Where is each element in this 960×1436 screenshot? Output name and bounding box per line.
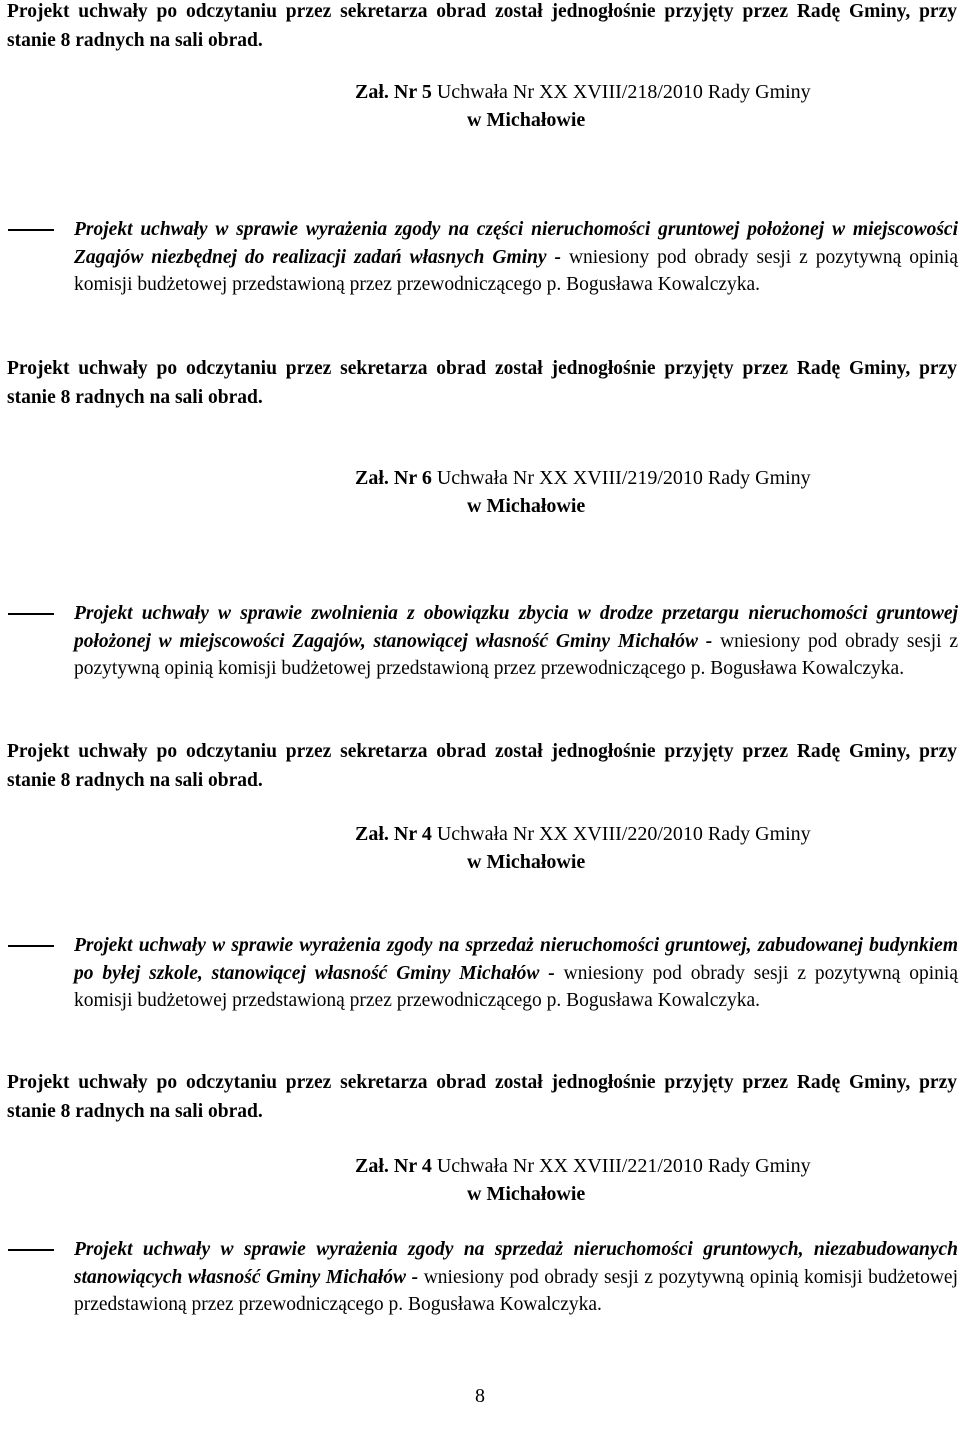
council-location: w Michałowie (467, 851, 586, 873)
attachment-heading (355, 464, 955, 520)
page-number: 8 (475, 1385, 485, 1407)
council-location: w Michałowie (467, 1183, 586, 1205)
resolution-submission: wniesiony pod obrady sesji z pozytywną opinią komisji budżetowej przedstawioną przez przewodniczącego p. Bogusława Kowalczyka. (74, 1266, 958, 1315)
resolution-subject: Projekt uchwały w sprawie zwolnienia z obowiązku zbycia w drodze przetargu nieruchomości gruntowej położonej w miejscowości Zagajów, stanowiącej własność Gminy Michałów - (74, 603, 958, 652)
resolution-title: Uchwała Nr XX XVIII/220/2010 Rady Gminy (431, 823, 811, 845)
list-dash (8, 613, 54, 615)
resolution-subject: Projekt uchwały w sprawie wyrażenia zgody na sprzedaż nieruchomości gruntowej, zabudowanej budynkiem po byłej szkole, stanowiącej własność Gminy Michałów - (74, 935, 958, 984)
resolution-item (74, 600, 958, 683)
resolution-title: Uchwała Nr XX XVIII/221/2010 Rady Gminy (431, 1155, 811, 1177)
attachment-heading (355, 1152, 955, 1208)
resolution-item (74, 1236, 958, 1319)
resolution-submission: wniesiony pod obrady sesji z pozytywną opinią komisji budżetowej przedstawioną przez przewodniczącego p. Bogusława Kowalczyka. (74, 630, 958, 679)
resolution-item (74, 216, 958, 299)
resolution-submission: wniesiony pod obrady sesji z pozytywną opinią komisji budżetowej przedstawioną przez przewodniczącego p. Bogusława Kowalczyka. (74, 962, 959, 1011)
council-location: w Michałowie (467, 109, 586, 131)
attachment-label: Zał. Nr 4 (355, 823, 432, 845)
attachment-label: Zał. Nr 4 (355, 1155, 432, 1177)
attachment-label: Zał. Nr 6 (355, 467, 432, 489)
resolution-submission: wniesiony pod obrady sesji z pozytywną opinią komisji budżetowej przedstawioną przez przewodniczącego p. Bogusława Kowalczyka. (74, 246, 958, 295)
adoption-note: Projekt uchwały po odczytaniu przez sekretarza obrad został jednogłośnie przyjęty przez Radę Gminy, przy stanie 8 radnych na sali obrad. (7, 358, 957, 408)
resolution-title: Uchwała Nr XX XVIII/219/2010 Rady Gminy (431, 467, 811, 489)
council-location: w Michałowie (467, 495, 586, 517)
resolution-subject: Projekt uchwały w sprawie wyrażenia zgody na sprzedaż nieruchomości gruntowych, niezabudowanych stanowiących własność Gminy Michałów - (74, 1239, 958, 1288)
attachment-heading (355, 820, 955, 876)
resolution-item (74, 932, 958, 1015)
resolution-title: Uchwała Nr XX XVIII/218/2010 Rady Gminy (431, 81, 811, 103)
attachment-label: Zał. Nr 5 (355, 81, 432, 103)
list-dash (8, 229, 54, 231)
adoption-note: Projekt uchwały po odczytaniu przez sekretarza obrad został jednogłośnie przyjęty przez Radę Gminy, przy stanie 8 radnych na sali obrad. (7, 1, 957, 51)
resolution-subject: Projekt uchwały w sprawie wyrażenia zgody na części nieruchomości gruntowej położonej w miejscowości Zagajów niezbędnej do realizacji zadań własnych Gminy - (74, 219, 958, 268)
attachment-heading (355, 78, 955, 134)
adoption-note: Projekt uchwały po odczytaniu przez sekretarza obrad został jednogłośnie przyjęty przez Radę Gminy, przy stanie 8 radnych na sali obrad. (7, 1072, 957, 1122)
adoption-note: Projekt uchwały po odczytaniu przez sekretarza obrad został jednogłośnie przyjęty przez Radę Gminy, przy stanie 8 radnych na sali obrad. (7, 741, 957, 791)
list-dash (8, 945, 54, 947)
list-dash (8, 1249, 54, 1251)
